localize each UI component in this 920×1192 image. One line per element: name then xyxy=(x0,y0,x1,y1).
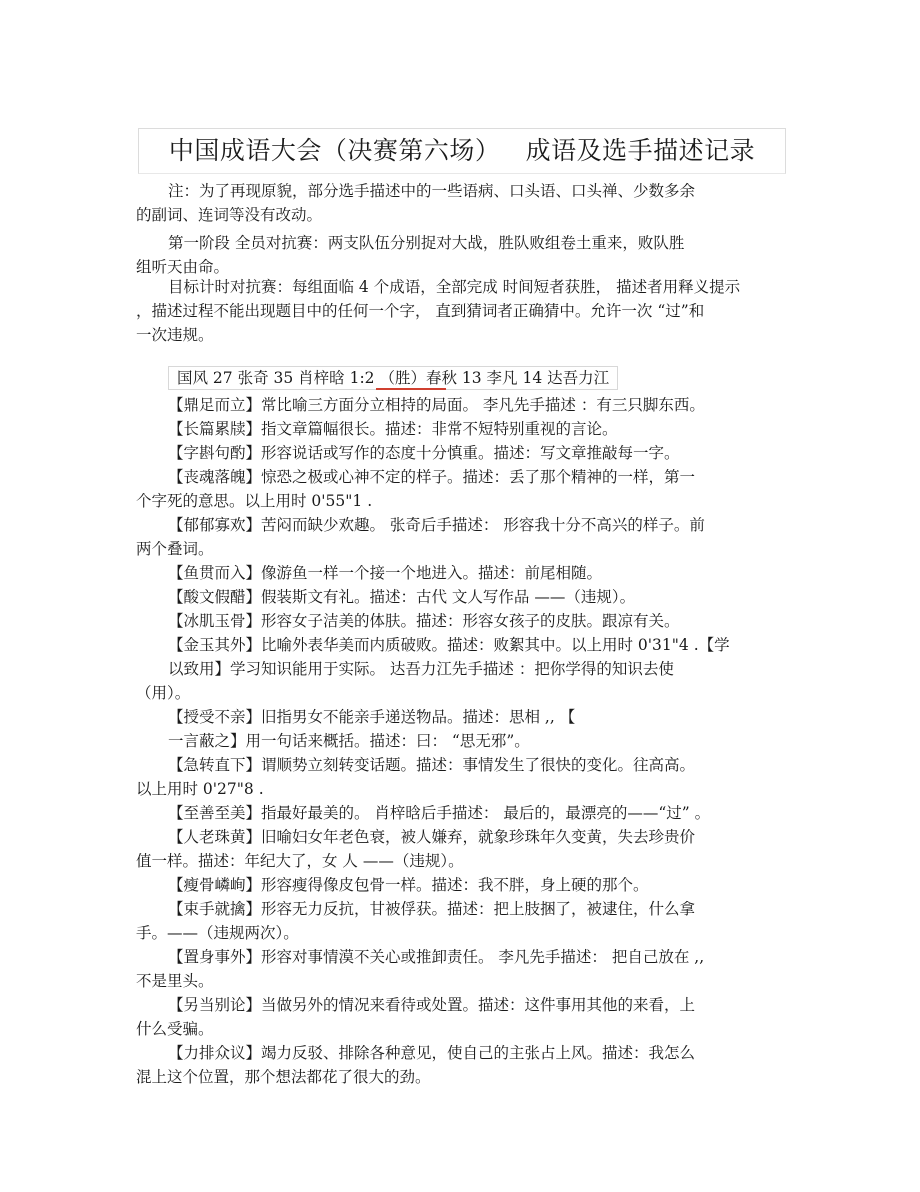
rule-line: 目标计时对抗赛：每组面临 4 个成语，全部完成 时间短者获胜， 描述者用释义提示 xyxy=(168,278,741,296)
document-title xyxy=(138,128,786,174)
note-line: 注：为了再现原貌，部分选手描述中的一些语病、口头语、口头禅、少数多余 xyxy=(168,182,696,200)
idiom-entry: 【郁郁寡欢】苦闷而缺少欢趣。 张奇后手描述： 形容我十分不高兴的样子。前 xyxy=(168,516,705,534)
idiom-entry: 【力排众议】竭力反驳、排除各种意见，使自己的主张占上风。描述：我怎么 xyxy=(168,1044,696,1062)
idiom-entry-cont: 混上这个位置，那个想法都花了很大的劲。 xyxy=(136,1068,431,1086)
stage-line: 第一阶段 全员对抗赛：两支队伍分别捉对大战，胜队败组卷土重来，败队胜 xyxy=(168,234,685,252)
note-line: 的副词、连词等没有改动。 xyxy=(136,206,323,224)
idiom-entry: 【鼎足而立】常比喻三方面分立相持的局面。 李凡先手描述 ：有三只脚东西。 xyxy=(168,396,705,414)
idiom-entry: 【长篇累牍】指文章篇幅很长。描述：非常不短特别重视的言论。 xyxy=(168,420,618,438)
idiom-entry: 【束手就擒】形容无力反抗，甘被俘获。描述：把上肢捆了，被逮住，什么拿 xyxy=(168,900,696,918)
idiom-entry-cont: 不是里头。 xyxy=(136,972,214,990)
idiom-entry: 【瘦骨嶙峋】形容瘦得像皮包骨一样。描述：我不胖，身上硬的那个。 xyxy=(168,876,649,894)
title-main: 中国成语大会（决赛第六场） xyxy=(168,136,501,165)
idiom-entry: 【人老珠黄】旧喻妇女年老色衰，被人嫌弃，就象珍珠年久变黄，失去珍贵价 xyxy=(168,828,696,846)
title-sub: 成语及选手描述记录 xyxy=(525,136,756,165)
idiom-entry: 以致用】学习知识能用于实际。 达吾力江先手描述 ：把你学得的知识去使 xyxy=(168,660,674,678)
idiom-entry: 【授受不亲】旧指男女不能亲手递送物品。描述：思相 ,, 【 xyxy=(168,708,576,726)
idiom-entry: 【鱼贯而入】像游鱼一样一个接一个地进入。描述：前尾相随。 xyxy=(168,564,603,582)
idiom-entry: 一言蔽之】用一句话来概括。描述：曰： “思无邪”。 xyxy=(168,732,530,750)
idiom-entry-cont: （用）。 xyxy=(136,684,191,702)
idiom-entry: 【至善至美】指最好最美的。 肖梓晗后手描述： 最后的，最漂亮的——“过” 。 xyxy=(168,804,711,822)
rule-line: 一次违规。 xyxy=(136,326,214,344)
idiom-entry: 【另当别论】当做另外的情况来看待或处置。描述：这件事用其他的来看，上 xyxy=(168,996,696,1014)
score-line: 国风 27 张奇 35 肖梓晗 1:2 （胜）春秋 13 李凡 14 达吾力江 xyxy=(168,366,618,390)
idiom-entry: 【急转直下】谓顺势立刻转变话题。描述：事情发生了很快的变化。往高高。 xyxy=(168,756,696,774)
idiom-entry: 【置身事外】形容对事情漠不关心或推卸责任。 李凡先手描述： 把自己放在 ,, xyxy=(168,948,705,966)
stage-line: 组听天由命。 xyxy=(136,258,230,276)
idiom-entry: 【冰肌玉骨】形容女子洁美的体肤。描述：形容女孩子的皮肤。跟凉有关。 xyxy=(168,612,680,630)
idiom-entry-cont: 手。——（违规两次）。 xyxy=(136,924,299,942)
idiom-entry-cont: 以上用时 0'27"8 . xyxy=(136,780,264,798)
rule-line: ，描述过程不能出现题目中的任何一个字， 直到猜词者正确猜中。允许一次 “过”和 xyxy=(136,302,705,320)
idiom-entry: 【酸文假醋】假装斯文有礼。描述：古代 文人写作品 ——（违规）。 xyxy=(168,588,636,606)
idiom-entry-cont: 个字死的意思。以上用时 0'55"1 . xyxy=(136,492,373,510)
score-underline xyxy=(376,388,446,390)
idiom-entry: 【丧魂落魄】惊恐之极或心神不定的样子。描述：丢了那个精神的一样，第一 xyxy=(168,468,696,486)
idiom-entry-cont: 值一样。描述：年纪大了，女 人 ——（违规）。 xyxy=(136,852,464,870)
idiom-entry-cont: 什么受骗。 xyxy=(136,1020,214,1038)
idiom-entry: 【金玉其外】比喻外表华美而内质破败。描述：败絮其中。以上用时 0'31"4 .【学 xyxy=(168,636,730,654)
idiom-entry-cont: 两个叠词。 xyxy=(136,540,214,558)
idiom-entry: 【字斟句酌】形容说话或写作的态度十分慎重。描述：写文章推敲每一字。 xyxy=(168,444,680,462)
